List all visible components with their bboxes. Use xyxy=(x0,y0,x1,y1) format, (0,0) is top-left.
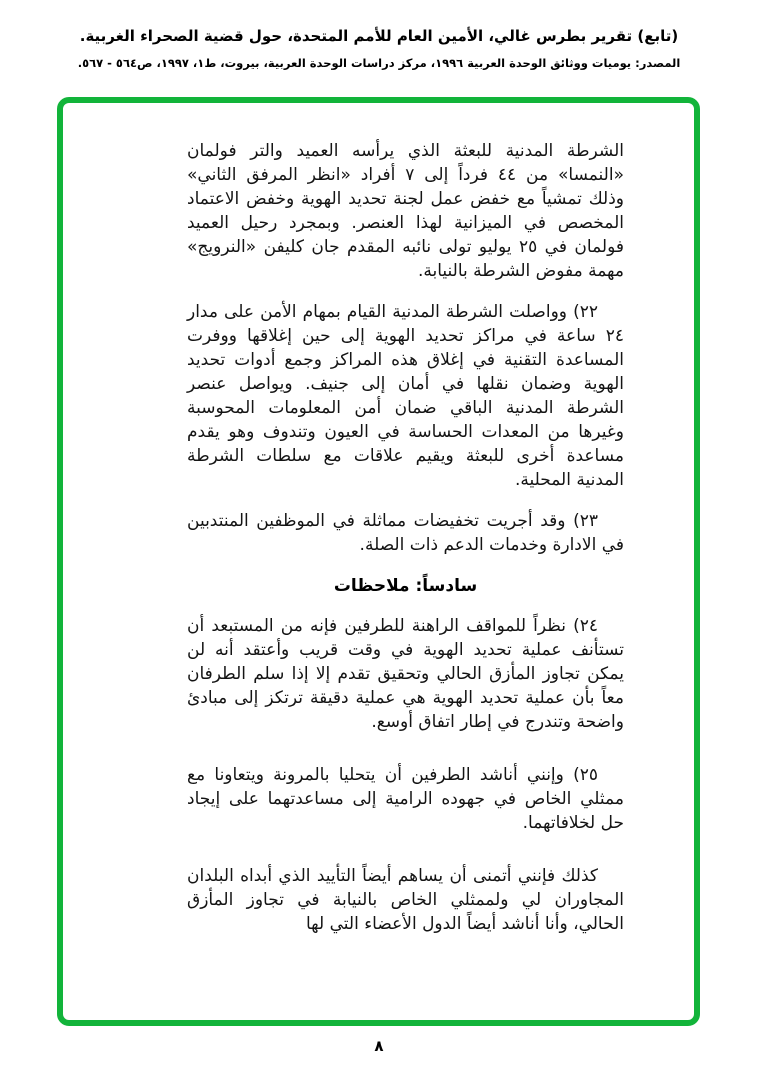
body-paragraph: ٢٢) وواصلت الشرطة المدنية القيام بمهام الأمن على مدار ٢٤ ساعة في مراكز تحديد الهوية إلى حين إغلاقها ووفرت المساعدة التقنية في إغلاق هذه المراكز وجمع أدوات تحديد الهوية وضمان نقلها في أمان إلى جنيف. ويواصل عنصر الشرطة المدنية الباقي ضمان أمن المعلومات المحوسبة وغيرها من المعدات الحساسة في العيون وتندوف وهو يقدم مساعدة أخرى للبعثة ويقيم علاقات مع سلطات الشرطة المدنية المحلية. xyxy=(187,302,624,490)
page-header xyxy=(0,26,758,71)
document-source-line: المصدر: يوميات ووثائق الوحدة العربية ١٩٩٦، مركز دراسات الوحدة العربية، بيروت، ط١، ١٩٩٧، ص٥٦٤ - ٥٦٧. xyxy=(77,56,681,70)
page-number: ٨ xyxy=(374,1037,384,1055)
body-paragraph: الشرطة المدنية للبعثة الذي يرأسه العميد والتر فولمان «النمسا» من ٤٤ فرداً إلى ٧ أفراد «انظر المرفق الثاني» وذلك تمشياً مع خفض عمل لجنة تحديد الهوية وخفض الاعتماد المخصص في الميزانية لهذا العنصر. وبمجرد رحيل العميد فولمان في ٢٥ يوليو تولى نائبه المقدم جان كليفن «النرويج» مهمة مفوض الشرطة بالنيابة. xyxy=(187,141,625,281)
body-paragraph: ٢٣) وقد أجريت تخفيضات مماثلة في الموظفين المنتدبين في الادارة وخدمات الدعم ذات الصلة. xyxy=(187,511,624,555)
body-paragraph: ٢٤) نظراً للمواقف الراهنة للطرفين فإنه من المستبعد أن تستأنف عملية تحديد الهوية في وقت قريب وأعتقد أنه لن يمكن تجاوز المأزق الحالي وتحقيق تقدم إلا إذا سلم الطرفان معاً بأن عملية تحديد الهوية هي عملية دقيقة ترتكز إلى مبادئ واضحة وتندرج في إطار اتفاق أوسع. xyxy=(187,616,624,732)
section-heading: سادساً: ملاحظات xyxy=(333,576,478,596)
document-frame xyxy=(57,97,700,1026)
body-paragraph: ٢٥) وإنني أناشد الطرفين أن يتحليا بالمرونة ويتعاونا مع ممثلي الخاص في جهوده الرامية إلى مساعدتهما على إيجاد حل لخلافاتهما. xyxy=(187,765,624,833)
body-text-column xyxy=(187,139,624,953)
body-paragraph: كذلك فإنني أتمنى أن يساهم أيضاً التأييد الذي أبداه البلدان المجاوران لي ولممثلي الخاص بالنيابة في تجاوز المأزق الحالي، وأنا أناشد أيضاً الدول الأعضاء التي لها xyxy=(187,866,624,934)
document-title: (تابع) تقرير بطرس غالي، الأمين العام للأمم المتحدة، حول قضية الصحراء الغربية. xyxy=(79,27,679,45)
